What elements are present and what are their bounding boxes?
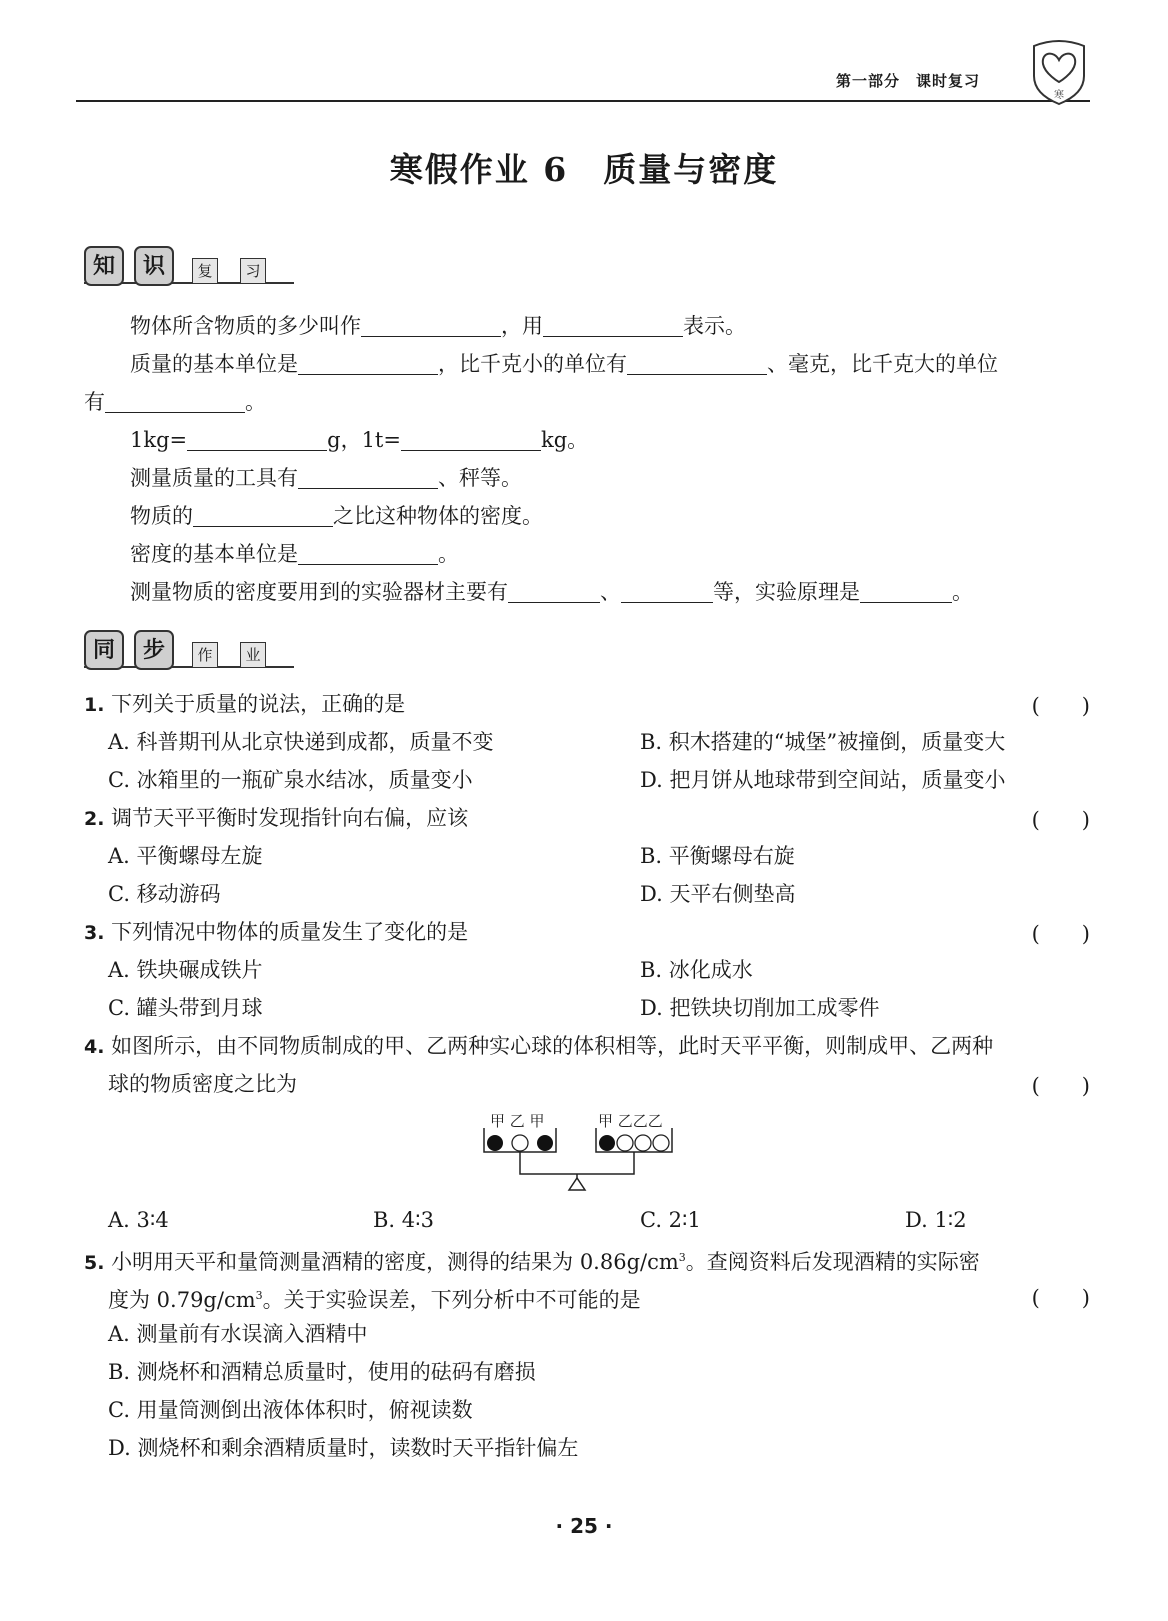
- review-heading: 知 识 复 习: [84, 246, 294, 290]
- q5-option-a: A. 测量前有水误滴入酒精中: [108, 1322, 368, 1346]
- q1-option-b: B. 积木搭建的“城堡”被撞倒，质量变大: [640, 730, 1006, 754]
- right-ball-yi: [653, 1135, 669, 1151]
- answer-blank-4: ( ): [1031, 1074, 1090, 1098]
- svg-text:寒: 寒: [1054, 90, 1064, 101]
- q4-option-b: B. 4∶3: [373, 1208, 434, 1232]
- left-ball-yi: [512, 1135, 528, 1151]
- practice-heading: 同 步 作 业: [84, 630, 294, 674]
- q2-option-a: A. 平衡螺母左旋: [108, 844, 263, 868]
- answer-blank-5: ( ): [1031, 1286, 1090, 1310]
- answer-blank-2: ( ): [1031, 808, 1090, 832]
- review-line-3: 有 。: [84, 390, 266, 414]
- question-3-stem: 3. 下列情况中物体的质量发生了变化的是: [84, 920, 469, 944]
- q1-option-c: C. 冰箱里的一瓶矿泉水结冰，质量变小: [108, 768, 473, 792]
- question-5-stem: 5. 小明用天平和量筒测量酒精的密度，测得的结果为 $0.86g/cm^3$。查阅资料后发现酒精的实际密: [84, 1250, 980, 1274]
- answer-blank-3: ( ): [1031, 922, 1090, 946]
- review-line-1: 物体所含物质的多少叫作 ，用 表示。: [130, 314, 746, 338]
- q4-option-a: A. 3∶4: [108, 1208, 169, 1232]
- left-ball-jia: [487, 1135, 503, 1151]
- q3-option-a: A. 铁块碾成铁片: [108, 958, 263, 982]
- publisher-logo-icon: [1028, 36, 1090, 106]
- q2-option-b: B. 平衡螺母右旋: [640, 844, 795, 868]
- q2-option-d: D. 天平右侧垫高: [640, 882, 796, 906]
- page-number: · 25 ·: [555, 1514, 613, 1538]
- fulcrum-icon: [569, 1178, 585, 1190]
- q4-option-c: C. 2∶1: [640, 1208, 701, 1232]
- review-line-7: 密度的基本单位是 。: [130, 542, 459, 566]
- right-ball-jia: [599, 1135, 615, 1151]
- balance-figure: [480, 1110, 700, 1204]
- q3-option-c: C. 罐头带到月球: [108, 996, 263, 1020]
- question-4-stem: 4. 如图所示，由不同物质制成的甲、乙两种实心球的体积相等，此时天平平衡，则制成甲、乙两种: [84, 1034, 994, 1058]
- review-line-2: 质量的基本单位是 ，比千克小的单位有 、毫克，比千克大的单位: [130, 352, 998, 376]
- q2-option-c: C. 移动游码: [108, 882, 221, 906]
- header-rule: [76, 100, 1090, 102]
- page-title: 寒假作业 6 质量与密度: [389, 150, 779, 189]
- review-line-5: 测量质量的工具有 、秤等。: [130, 466, 522, 490]
- review-line-6: 物质的 之比这种物体的密度。: [130, 504, 543, 528]
- q5-option-c: C. 用量筒测倒出液体体积时，俯视读数: [108, 1398, 473, 1422]
- answer-blank-1: ( ): [1031, 694, 1090, 718]
- q3-option-d: D. 把铁块切削加工成零件: [640, 996, 880, 1020]
- q1-option-d: D. 把月饼从地球带到空间站，质量变小: [640, 768, 1006, 792]
- question-4-stem-cont: 球的物质密度之比为: [108, 1072, 297, 1096]
- question-5-stem-cont: 度为 $0.79g/cm^3$。关于实验误差，下列分析中不可能的是: [108, 1288, 641, 1312]
- question-1-stem: 1. 下列关于质量的说法，正确的是: [84, 692, 406, 716]
- q1-option-a: A. 科普期刊从北京快递到成都，质量不变: [108, 730, 494, 754]
- header-part: 第一部分 课时复习: [836, 72, 981, 90]
- left-pan-labels: 甲 乙 甲: [490, 1112, 545, 1130]
- right-pan-labels: 甲 乙乙乙: [598, 1112, 663, 1130]
- review-line-8: 测量物质的密度要用到的实验器材主要有 、 等，实验原理是 。: [130, 580, 973, 604]
- q5-option-b: B. 测烧杯和酒精总质量时，使用的砝码有磨损: [108, 1360, 536, 1384]
- review-line-4: 1kg= g，1t= kg。: [130, 428, 589, 452]
- q4-option-d: D. 1∶2: [905, 1208, 967, 1232]
- right-ball-yi: [617, 1135, 633, 1151]
- right-ball-yi: [635, 1135, 651, 1151]
- question-2-stem: 2. 调节天平平衡时发现指针向右偏，应该: [84, 806, 469, 830]
- left-ball-jia: [537, 1135, 553, 1151]
- q3-option-b: B. 冰化成水: [640, 958, 753, 982]
- balance-beam: [520, 1152, 634, 1174]
- q5-option-d: D. 测烧杯和剩余酒精质量时，读数时天平指针偏左: [108, 1436, 579, 1460]
